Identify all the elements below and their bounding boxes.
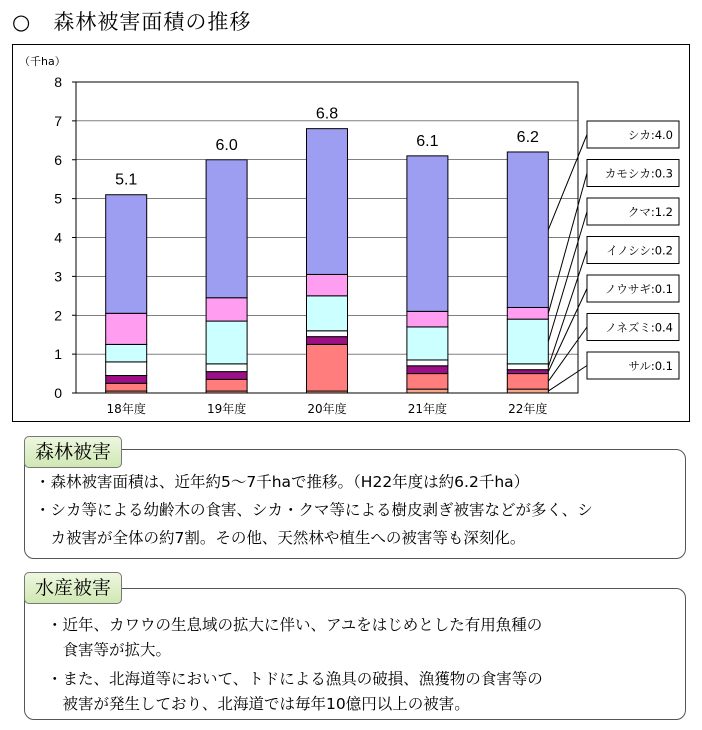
bar-segment	[307, 296, 348, 331]
bar-total-label: 6.1	[416, 132, 439, 150]
bar-segment	[106, 376, 147, 384]
bar-segment	[407, 311, 448, 327]
legend-label: イノシシ:0.2	[606, 243, 673, 258]
bar-segment	[507, 374, 548, 390]
bar-segment	[307, 274, 348, 295]
legend-leader-line	[548, 289, 587, 372]
legend-leader-line	[548, 366, 587, 392]
bar-total-label: 6.0	[215, 136, 238, 154]
bar-total-label: 6.2	[516, 128, 539, 146]
bar-segment	[507, 389, 548, 393]
bar-segment	[507, 364, 548, 370]
bar-segment	[407, 366, 448, 374]
bar-segment	[106, 344, 147, 361]
x-category-label: 21年度	[407, 402, 448, 416]
x-category-label: 20年度	[307, 402, 347, 416]
y-tick-label: 6	[54, 151, 62, 168]
legend-label: ノウサギ:0.1	[604, 282, 673, 296]
legend-label: シカ:4.0	[627, 128, 673, 142]
forest-damage-chart	[12, 44, 690, 422]
forest-line-2: ・シカ等による幼齢木の食害、シカ・クマ等による樹皮剥ぎ被害などが多く、シ	[35, 501, 593, 519]
y-tick-label: 3	[54, 268, 62, 285]
bar-segment	[106, 195, 147, 314]
bar-segment	[407, 327, 448, 360]
bar-segment	[407, 156, 448, 311]
x-category-label: 19年度	[206, 402, 247, 416]
bar-segment	[307, 344, 348, 391]
bar-segment	[106, 362, 147, 376]
y-tick-label: 5	[54, 190, 62, 207]
legend-label: ノネズミ:0.4	[605, 320, 673, 335]
bar-segment	[407, 374, 448, 390]
bar-segment	[307, 129, 348, 275]
bar-segment	[507, 307, 548, 319]
y-tick-label: 8	[54, 74, 62, 90]
bar-segment	[206, 298, 247, 321]
fishery-line-3: ・また、北海道等において、トドによる漁具の破損、漁獲物の食害等の	[47, 670, 543, 688]
legend-label: サル:0.1	[628, 359, 673, 373]
bar-segment	[407, 389, 448, 393]
fishery-line-4: 被害が発生しており、北海道では毎年10億円以上の被害。	[47, 695, 470, 713]
bar-segment	[507, 152, 548, 308]
bar-segment	[206, 379, 247, 391]
bar-segment	[407, 360, 448, 366]
forest-damage-box	[24, 449, 686, 559]
page-title: ○ 森林被害面積の推移	[12, 10, 252, 34]
bar-segment	[206, 372, 247, 380]
x-category-label: 18年度	[106, 402, 146, 416]
bar-segment	[507, 370, 548, 374]
forest-line-3: カ被害が全体の約7割。その他、天然林や植生への被害等も深刻化。	[35, 529, 526, 547]
y-tick-label: 0	[54, 385, 62, 401]
y-tick-label: 4	[54, 229, 62, 246]
forest-line-1: ・森林被害面積は、近年約5～7千haで推移。（H22年度は約6.2千ha）	[35, 473, 530, 491]
bar-segment	[106, 313, 147, 344]
fishery-line-2: 食害等が拡大。	[47, 641, 172, 659]
bar-total-label: 5.1	[115, 171, 138, 189]
bar-total-label: 6.8	[315, 105, 339, 123]
x-category-label: 22年度	[508, 402, 548, 416]
forest-damage-heading: 森林被害	[24, 436, 122, 468]
bar-segment	[507, 319, 548, 364]
bar-segment	[206, 160, 247, 298]
fishery-damage-heading: 水産被害	[24, 572, 122, 604]
fishery-line-1: ・近年、カワウの生息域の拡大に伴い、アユをはじめとした有用魚種の	[47, 616, 543, 634]
bar-segment	[206, 321, 247, 364]
bar-segment	[307, 337, 348, 345]
bar-segment	[206, 364, 247, 372]
y-tick-label: 1	[54, 346, 62, 363]
legend-leader-line	[548, 250, 587, 367]
chart-svg	[13, 45, 689, 421]
y-tick-label: 2	[54, 307, 62, 324]
fishery-damage-box	[24, 588, 686, 720]
legend-label: クマ:1.2	[627, 205, 673, 219]
bar-segment	[307, 331, 348, 337]
y-unit-label: （千ha）	[19, 55, 66, 68]
legend-label: カモシカ:0.3	[604, 166, 673, 181]
legend-leader-line	[548, 135, 587, 230]
bar-segment	[106, 383, 147, 391]
legend-leader-line	[548, 173, 587, 313]
y-tick-label: 7	[54, 112, 62, 129]
